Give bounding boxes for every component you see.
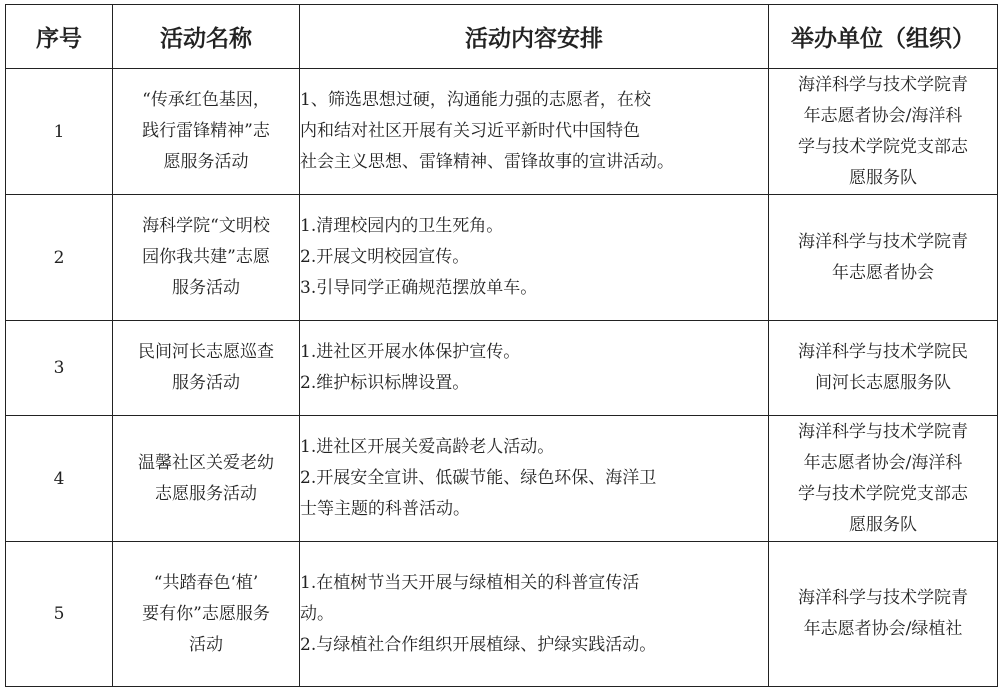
row-seq: 3 [6,321,113,416]
row-organizer [769,321,998,416]
content-line: 2.开展文明校园宣传。 [300,247,470,267]
name-line: 园你我共建”志愿 [142,247,270,267]
org-line: 年志愿者协会 [832,262,934,283]
row-seq: 5 [6,542,113,687]
org-line: 海洋科学与技术学院民 [798,342,968,362]
org-line: 愿服务队 [849,167,917,188]
header-row [6,5,998,69]
org-line: 年志愿者协会/海洋科 [803,105,963,126]
org-line: 海洋科学与技术学院青 [798,588,968,608]
row-activity-content [300,69,769,195]
org-line: 学与技术学院党支部志 [798,136,968,157]
org-line: 间河长志愿服务队 [815,373,951,393]
row-organizer [769,416,998,542]
content-line: 士等主题的科普活动。 [300,499,470,519]
table-row [6,416,998,542]
name-line: “共踏春色‘植’ [153,572,259,593]
table-row [6,321,998,416]
name-line: 服务活动 [172,278,240,298]
content-line: 1、筛选思想过硬，沟通能力强的志愿者，在校 [300,90,651,110]
content-line: 2.开展安全宣讲、低碳节能、绿色环保、海洋卫 [300,468,657,488]
org-line: 海洋科学与技术学院青 [798,231,968,252]
row-seq: 2 [6,195,113,321]
row-activity-name [113,195,300,321]
row-activity-content [300,195,769,321]
name-line: 愿服务活动 [163,152,249,172]
row-organizer [769,195,998,321]
content-line: 3.引导同学正确规范摆放单车。 [300,278,538,298]
name-line: 践行雷锋精神”志 [142,121,270,141]
name-line: “传承红色基因， [142,90,270,110]
content-line: 1.进社区开展水体保护宣传。 [300,342,521,362]
header-seq: 序号 [6,5,113,69]
name-line: 活动 [189,634,223,655]
name-line: 服务活动 [172,373,240,393]
row-organizer [769,542,998,687]
content-line: 2.与绿植社合作组织开展植绿、护绿实践活动。 [300,634,657,655]
content-line: 内和结对社区开展有关习近平新时代中国特色 [300,121,640,141]
table-row [6,542,998,687]
name-line: 温馨社区关爱老幼 [138,452,274,473]
header-org: 举办单位（组织） [769,5,998,69]
name-line: 要有你”志愿服务 [142,603,270,624]
table-row [6,69,998,195]
header-name: 活动名称 [113,5,300,69]
org-line: 愿服务队 [849,514,917,535]
row-activity-content [300,321,769,416]
org-line: 学与技术学院党支部志 [798,483,968,504]
content-line: 1.在植树节当天开展与绿植相关的科普宣传活 [300,572,640,593]
content-line: 动。 [300,603,334,624]
row-organizer [769,69,998,195]
content-line: 社会主义思想、雷锋精神、雷锋故事的宣讲活动。 [300,152,674,172]
header-content: 活动内容安排 [300,5,769,69]
row-activity-name [113,416,300,542]
content-line: 1.进社区开展关爱高龄老人活动。 [300,437,555,457]
content-line: 2.维护标识标牌设置。 [300,373,470,393]
table-row [6,195,998,321]
row-activity-content [300,542,769,687]
org-line: 年志愿者协会/海洋科 [803,452,963,473]
row-activity-name [113,321,300,416]
row-seq: 1 [6,69,113,195]
org-line: 海洋科学与技术学院青 [798,74,968,95]
name-line: 民间河长志愿巡查 [138,342,274,362]
content-line: 1.清理校园内的卫生死角。 [300,216,504,236]
activity-table [5,4,998,687]
org-line: 年志愿者协会/绿植社 [803,619,963,639]
row-activity-name [113,542,300,687]
row-seq: 4 [6,416,113,542]
name-line: 志愿服务活动 [155,483,257,504]
org-line: 海洋科学与技术学院青 [798,421,968,442]
row-activity-name [113,69,300,195]
name-line: 海科学院“文明校 [142,216,270,236]
row-activity-content [300,416,769,542]
